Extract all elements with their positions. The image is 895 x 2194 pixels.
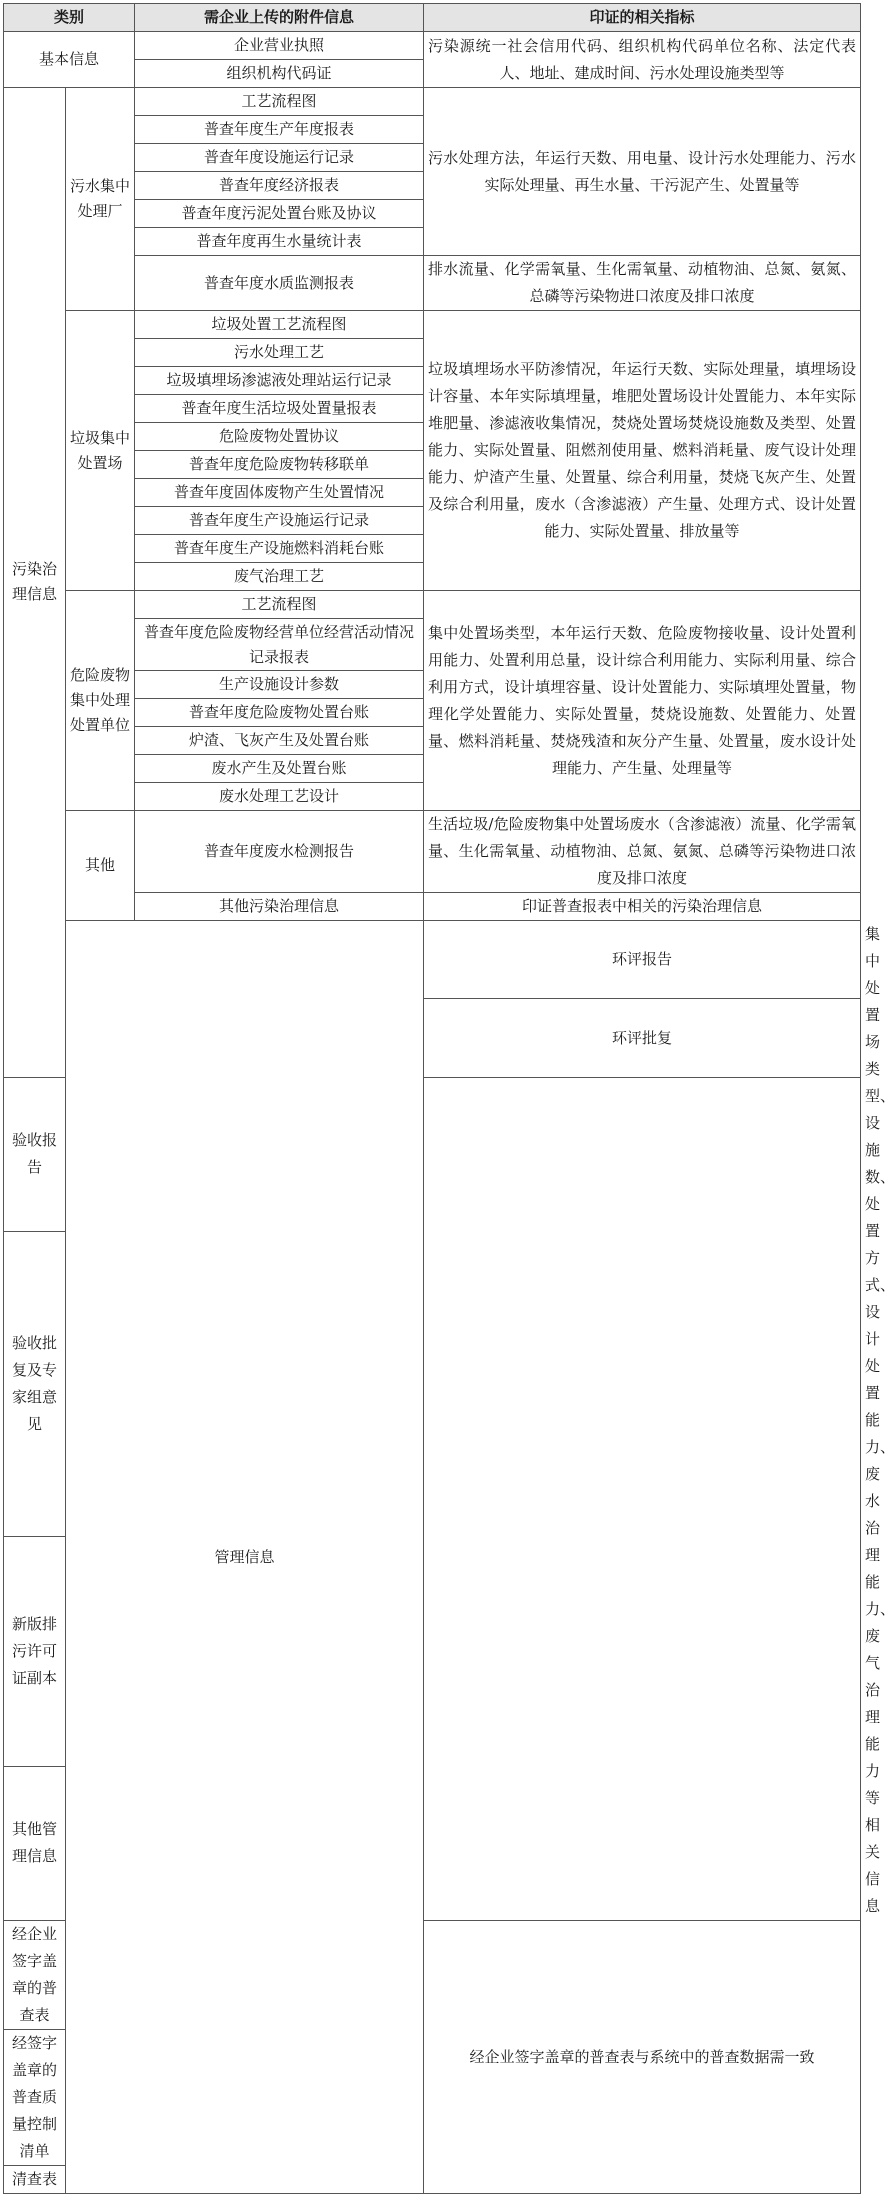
attachment-item: 普查年度再生水量统计表 [135,228,424,256]
attachment-item: 废水处理工艺设计 [135,783,424,811]
attachment-table [3,3,895,2194]
attachment-item: 普查年度经济报表 [135,172,424,200]
attachment-item: 废水产生及处置台账 [135,755,424,783]
indicator-hazardous: 集中处置场类型，本年运行天数、危险废物接收量、设计处置利用能力、处置利用总量，设计综合利用能力、实际利用量、综合利用方式，设计填埋容量、设计处置能力、实际填埋处置量，物理化学处置能力、实际处置量，焚烧设施数、处置能力、处置量、燃料消耗量、焚烧残渣和灰分产生量、处置量，废水设计处理能力、产生量、处理量等 [424,591,861,811]
attachment-item: 普查年度生活垃圾处置量报表 [135,395,424,423]
category-basic: 基本信息 [4,32,135,88]
attachment-item: 普查年度生产设施燃料消耗台账 [135,535,424,563]
attachment-item: 经企业签字盖章的普查表 [4,1921,66,2030]
attachment-item: 普查年度设施运行记录 [135,144,424,172]
attachment-item: 普查年度生产年度报表 [135,116,424,144]
subcategory-garbage: 垃圾集中处置场 [66,311,135,591]
subcategory-hazardous: 危险废物集中处理处置单位 [66,591,135,811]
indicator-basic: 污染源统一社会信用代码、组织机构代码单位名称、法定代表人、地址、建成时间、污水处理设施类型等 [424,32,861,88]
table-row [4,591,861,619]
table-row: 管理信息 环评报告 集中处置场类型、设施数、处置方式、设计处置能力、废水治理能力、废气治理能力等相关信息 [4,921,861,999]
attachment-item: 其他污染治理信息 [135,893,424,921]
header-category: 类别 [4,4,135,32]
indicator-sewage: 污水处理方法，年运行天数、用电量、设计污水处理能力、污水实际处理量、再生水量、干污泥产生、处置量等 [424,88,861,256]
attachment-item: 普查年度危险废物经营单位经营活动情况记录报表 [135,619,424,671]
attachment-item: 普查年度废水检测报告 [135,811,424,893]
table-row [4,311,861,339]
attachment-item: 其他管理信息 [4,1766,66,1920]
attachment-item: 生产设施设计参数 [135,671,424,699]
attachment-item: 垃圾处置工艺流程图 [135,311,424,339]
indicator-consistency: 经企业签字盖章的普查表与系统中的普查数据需一致 [424,1921,861,2194]
category-pollution: 污染治理信息 [4,88,66,1078]
header-indicators: 印证的相关指标 [424,4,861,32]
attachment-item: 清查表 [4,2166,66,2194]
header-attachments: 需企业上传的附件信息 [135,4,424,32]
attachment-item: 普查年度生产设施运行记录 [135,507,424,535]
attachment-item: 环评报告 [424,921,861,999]
header-row [4,4,861,32]
attachment-item: 普查年度固体废物产生处置情况 [135,479,424,507]
attachment-item: 组织机构代码证 [135,60,424,88]
attachment-item: 普查年度水质监测报表 [135,256,424,311]
table-row [4,88,861,116]
attachment-item: 垃圾填埋场渗滤液处理站运行记录 [135,367,424,395]
attachment-item: 新版排污许可证副本 [4,1537,66,1767]
indicator-garbage: 垃圾填埋场水平防渗情况，年运行天数、实际处理量，填埋场设计容量、本年实际填埋量，堆肥处置场设计处置能力、本年实际堆肥量、渗滤液收集情况，焚烧处置场焚烧设施数及类型、处置能力、实际处置量、阻燃剂使用量、燃料消耗量、废气设计处理能力、炉渣产生量、处置量、综合利用量，焚烧飞灰产生、处置及综合利用量，废水（含渗滤液）产生量、处理方式、设计处置能力、实际处置量、排放量等 [424,311,861,591]
attachment-item: 工艺流程图 [135,591,424,619]
attachment-item: 普查年度污泥处置台账及协议 [135,200,424,228]
subcategory-sewage: 污水集中处理厂 [66,88,135,311]
attachment-item: 验收报告 [4,1077,66,1231]
attachment-item: 普查年度危险废物转移联单 [135,451,424,479]
table-row [4,811,861,893]
attachment-item: 工艺流程图 [135,88,424,116]
indicator-other: 生活垃圾/危险废物集中处置场废水（含渗滤液）流量、化学需氧量、生化需氧量、动植物油、总氮、氨氮、总磷等污染物进口浓度及排口浓度 [424,811,861,893]
category-management: 管理信息 [66,921,424,2194]
table-row [4,32,861,60]
attachment-item: 普查年度危险废物处置台账 [135,699,424,727]
attachment-item: 废气治理工艺 [135,563,424,591]
attachment-item: 企业营业执照 [135,32,424,60]
indicator-other-info: 印证普查报表中相关的污染治理信息 [424,893,861,921]
attachment-item: 污水处理工艺 [135,339,424,367]
attachment-item: 环评批复 [424,999,861,1077]
indicator-sewage-water: 排水流量、化学需氧量、生化需氧量、动植物油、总氮、氨氮、总磷等污染物进口浓度及排口浓度 [424,256,861,311]
attachment-item: 炉渣、飞灰产生及处置台账 [135,727,424,755]
attachment-item: 危险废物处置协议 [135,423,424,451]
attachment-item: 经签字盖章的普查质量控制清单 [4,2030,66,2166]
attachment-item: 验收批复及专家组意见 [4,1231,66,1536]
subcategory-other: 其他 [66,811,135,921]
